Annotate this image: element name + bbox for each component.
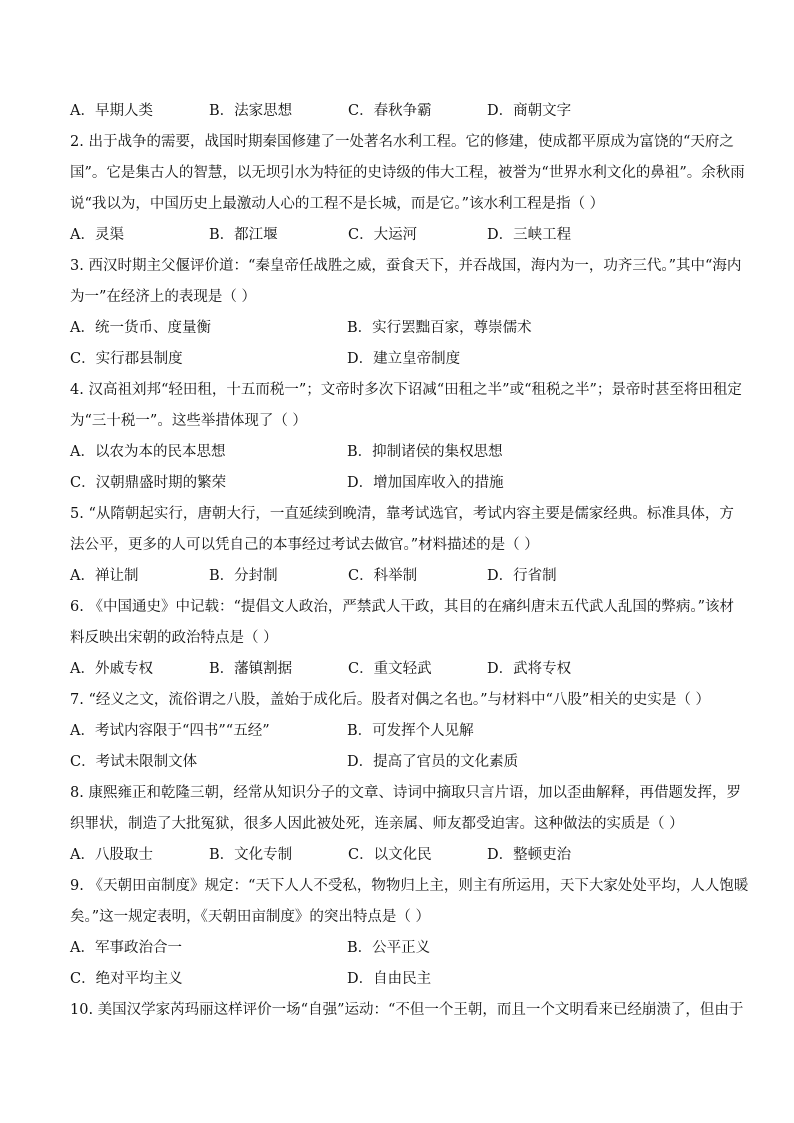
q5-option-a: A．禅让制 (70, 568, 139, 584)
q8-option-a: A．八股取士 (70, 847, 153, 863)
q1-option-d: D．商朝文字 (487, 103, 572, 119)
q9-stem-line: 9. 《天朝田亩制度》规定：“天下人人不受私，物物归上主，则主有所运用，天下大家处处平均，人人饱暖 (70, 878, 749, 894)
q8-option-c: C．以文化民 (348, 847, 432, 863)
q9-stem-line: 矣。”这一规定表明，《天朝田亩制度》的突出特点是（ ） (70, 909, 431, 925)
q2-option-d: D．三峡工程 (487, 227, 572, 243)
question-5 (70, 499, 734, 592)
q3-stem-line: 3. 西汉时期主父偃评价道：“秦皇帝任战胜之威，蚕食天下，并吞战国，海内为一，功齐三代。”其中“海内 (70, 258, 742, 274)
q2-options (70, 220, 730, 251)
question-9 (70, 871, 749, 995)
q1-options (70, 96, 730, 127)
q5-options (70, 561, 730, 592)
q8-stem-line: 织罪状，制造了大批冤狱，很多人因此被处死，连亲属、师友都受迫害。这种做法的实质是（ ） (70, 816, 684, 832)
q4-option-c: C．汉朝鼎盛时期的繁荣 (70, 475, 227, 491)
question-7 (70, 685, 730, 778)
q5-stem-line: 5. “从隋朝起实行，唐朝大行，一直延续到晚清，靠考试选官，考试内容主要是儒家经典。标准具体，方 (70, 506, 734, 522)
q2-stem-line: 国”。它是集古人的智慧，以无坝引水为特征的史诗级的伟大工程，被誉为“世界水利文化的鼻祖”。余秋雨 (70, 165, 745, 181)
q9-option-c: C．绝对平均主义 (70, 971, 183, 987)
q6-options (70, 654, 730, 685)
question-3 (70, 251, 742, 375)
q10-stem-line: 10. 美国汉学家芮玛丽这样评价一场“自强”运动：“不但一个王朝，而且一个文明看来已经崩溃了，但由于 (70, 1002, 744, 1018)
q6-option-c: C．重文轻武 (348, 661, 432, 677)
question-10 (70, 995, 744, 1026)
q7-options-row1 (70, 716, 730, 747)
q4-options-row1 (70, 437, 730, 468)
q9-options-row1 (70, 933, 730, 964)
q8-stem-line: 8. 康熙雍正和乾隆三朝，经常从知识分子的文章、诗词中摘取只言片语，加以歪曲解释，再借题发挥，罗 (70, 785, 741, 801)
q3-options-row1 (70, 313, 730, 344)
q8-options (70, 840, 730, 871)
q6-stem-line: 6. 《中国通史》中记载：“提倡文人政治，严禁武人干政，其目的在痛纠唐末五代武人乱国的弊病。”该材 (70, 599, 735, 615)
q1-option-c: C．春秋争霸 (348, 103, 432, 119)
q4-stem-line: 4. 汉高祖刘邦“轻田租，十五而税一”；文帝时多次下诏减“田租之半”或“租税之半”；景帝时甚至将田租定 (70, 382, 742, 398)
q2-option-c: C．大运河 (348, 227, 418, 243)
q8-option-d: D．整顿吏治 (487, 847, 572, 863)
q3-option-b: B．实行罢黜百家，尊崇儒术 (347, 320, 532, 336)
question-8 (70, 778, 741, 871)
q5-option-c: C．科举制 (348, 568, 418, 584)
q4-option-d: D．增加国库收入的措施 (347, 475, 504, 491)
q5-option-d: D．行省制 (487, 568, 557, 584)
question-6 (70, 592, 735, 685)
q3-option-d: D．建立皇帝制度 (347, 351, 461, 367)
q7-stem-line: 7. “经义之文，流俗谓之八股，盖始于成化后。股者对偶之名也。”与材料中“八股”相关的史实是（ ） (70, 692, 710, 708)
question-4 (70, 375, 742, 499)
q9-options-row2 (70, 964, 730, 995)
q1-option-a: A．早期人类 (70, 103, 153, 119)
q7-option-b: B．可发挥个人见解 (347, 723, 474, 739)
q9-option-b: B．公平正义 (347, 940, 431, 956)
q6-option-b: B．藩镇割据 (209, 661, 293, 677)
q8-option-b: B．文化专制 (209, 847, 293, 863)
question-2 (70, 127, 745, 251)
q6-option-a: A．外戚专权 (70, 661, 153, 677)
q1-option-b: B．法家思想 (209, 103, 293, 119)
q4-options-row2 (70, 468, 730, 499)
q6-option-d: D．武将专权 (487, 661, 572, 677)
q2-option-a: A．灵渠 (70, 227, 124, 243)
q3-options-row2 (70, 344, 730, 375)
q5-stem-line: 法公平，更多的人可以凭自己的本事经过考试去做官。”材料描述的是（ ） (70, 537, 539, 553)
q3-option-a: A．统一货币、度量衡 (70, 320, 211, 336)
q2-stem-line: 说“我以为，中国历史上最激动人心的工程不是长城，而是它。”该水利工程是指（ ） (70, 196, 605, 212)
q7-option-a: A．考试内容限于“四书”“五经” (70, 723, 270, 739)
q7-option-c: C．考试未限制文体 (70, 754, 198, 770)
q4-option-b: B．抑制诸侯的集权思想 (347, 444, 503, 460)
q3-option-c: C．实行郡县制度 (70, 351, 183, 367)
exam-page (70, 96, 749, 1026)
q3-stem-line: 为一”在经济上的表现是（ ） (70, 289, 257, 305)
q4-stem-line: 为“三十税一”。这些举措体现了（ ） (70, 413, 307, 429)
q7-option-d: D．提高了官员的文化素质 (347, 754, 519, 770)
q5-option-b: B．分封制 (209, 568, 278, 584)
q6-stem-line: 料反映出宋朝的政治特点是（ ） (70, 630, 278, 646)
q2-option-b: B．都江堰 (209, 227, 278, 243)
q9-option-d: D．自由民主 (347, 971, 432, 987)
q9-option-a: A．军事政治合一 (70, 940, 182, 956)
q4-option-a: A．以农为本的民本思想 (70, 444, 226, 460)
q7-options-row2 (70, 747, 730, 778)
q2-stem-line: 2. 出于战争的需要，战国时期秦国修建了一处著名水利工程。它的修建，使成都平原成为富饶的“天府之 (70, 134, 734, 150)
